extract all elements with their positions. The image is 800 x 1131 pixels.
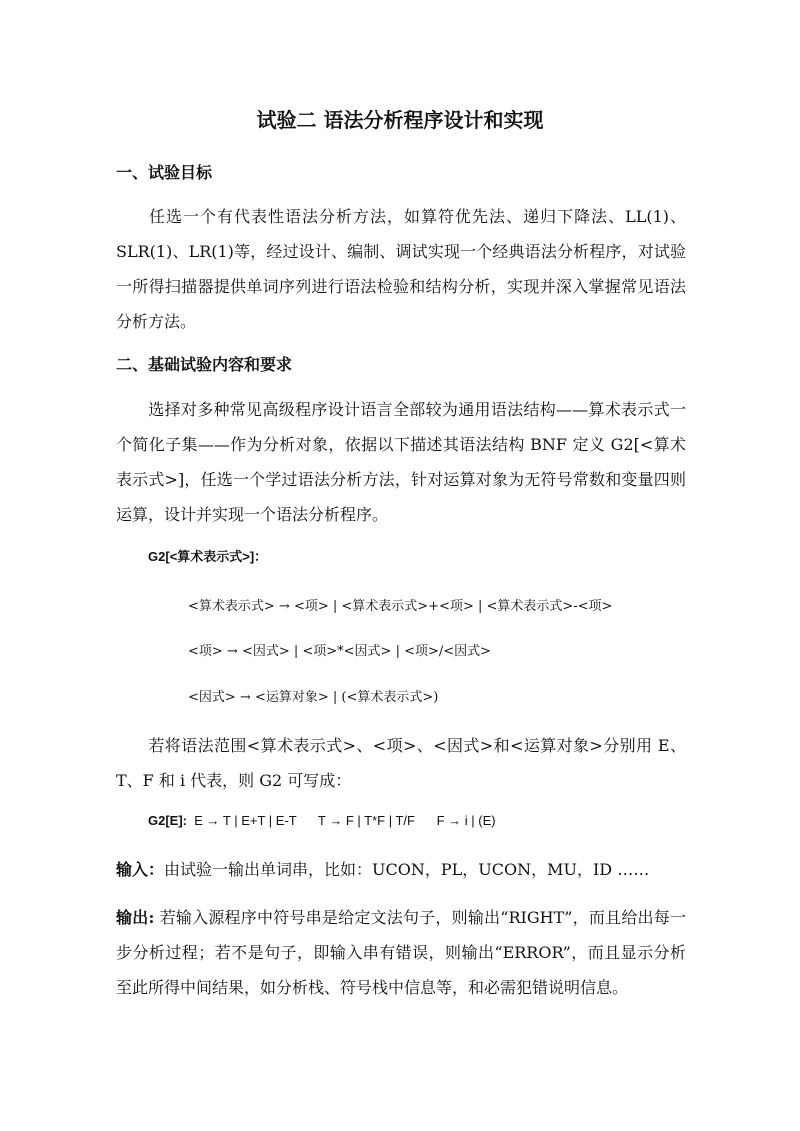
output-text: 若输入源程序中符号串是给定文法句子，则输出“RIGHT”，而且给出每一步分析过程；若不是句子，即输入串有错误，则输出“ERROR”，而且显示分析至此所得中间结果，如分析栈、符号栈中信息等，和必需犯错说明信息。 — [116, 908, 686, 997]
input-paragraph — [116, 852, 686, 887]
page-title: 试验二 语法分析程序设计和实现 — [256, 108, 544, 132]
objective-paragraph — [116, 199, 686, 339]
grammar-rule-expression: <算术表示式> → <项> | <算术表示式>+<项> | <算术表示式>-<项> — [188, 599, 613, 614]
abbreviation-paragraph — [116, 728, 686, 798]
input-label: 输入： — [116, 860, 165, 879]
section-heading-requirements: 二、基础试验内容和要求 — [116, 355, 293, 374]
grammar-rule-term: <项> → <因式> | <项>*<因式> | <项>/<因式> — [188, 644, 492, 659]
section-heading-objective: 一、试验目标 — [116, 163, 213, 182]
requirements-paragraph — [116, 392, 686, 532]
abbreviation-paragraph-text: 若将语法范围<算术表示式>、<项>、<因式>和<运算对象>分别用 E、T、F 和 i 代表，则 G2 可写成： — [116, 736, 686, 790]
output-label: 输出: — [116, 908, 155, 927]
grammar-g2e-rules: E → T | E+T | E-T T → F | T*F | T/F F → i | (E) — [194, 813, 496, 828]
objective-paragraph-text: 任选一个有代表性语法分析方法，如算符优先法、递归下降法、LL(1)、SLR(1)、LR(1)等，经过设计、编制、调试实现一个经典语法分析程序，对试验一所得扫描器提供单词序列进行语法检验和结构分析，实现并深入掌握常见语法分析方法。 — [116, 207, 686, 331]
grammar-rule-factor: <因式> → <运算对象> | (<算术表示式>) — [188, 690, 439, 705]
input-text: 由试验一输出单词串，比如：UCON，PL，UCON，MU，ID …… — [164, 860, 650, 879]
grammar-g2e — [148, 813, 496, 828]
grammar-heading: G2[<算术表示式>]： — [148, 549, 268, 564]
output-paragraph — [116, 900, 686, 1005]
requirements-paragraph-text: 选择对多种常见高级程序设计语言全部较为通用语法结构——算术表示式一个简化子集——作为分析对象，依据以下描述其语法结构 BNF 定义 G2[<算术表示式>]，任选一个学过语法分析方法，针对运算对象为无符号常数和变量四则运算，设计并实现一个语法分析程序。 — [116, 400, 686, 524]
grammar-g2e-label: G2[E]: — [148, 813, 187, 828]
